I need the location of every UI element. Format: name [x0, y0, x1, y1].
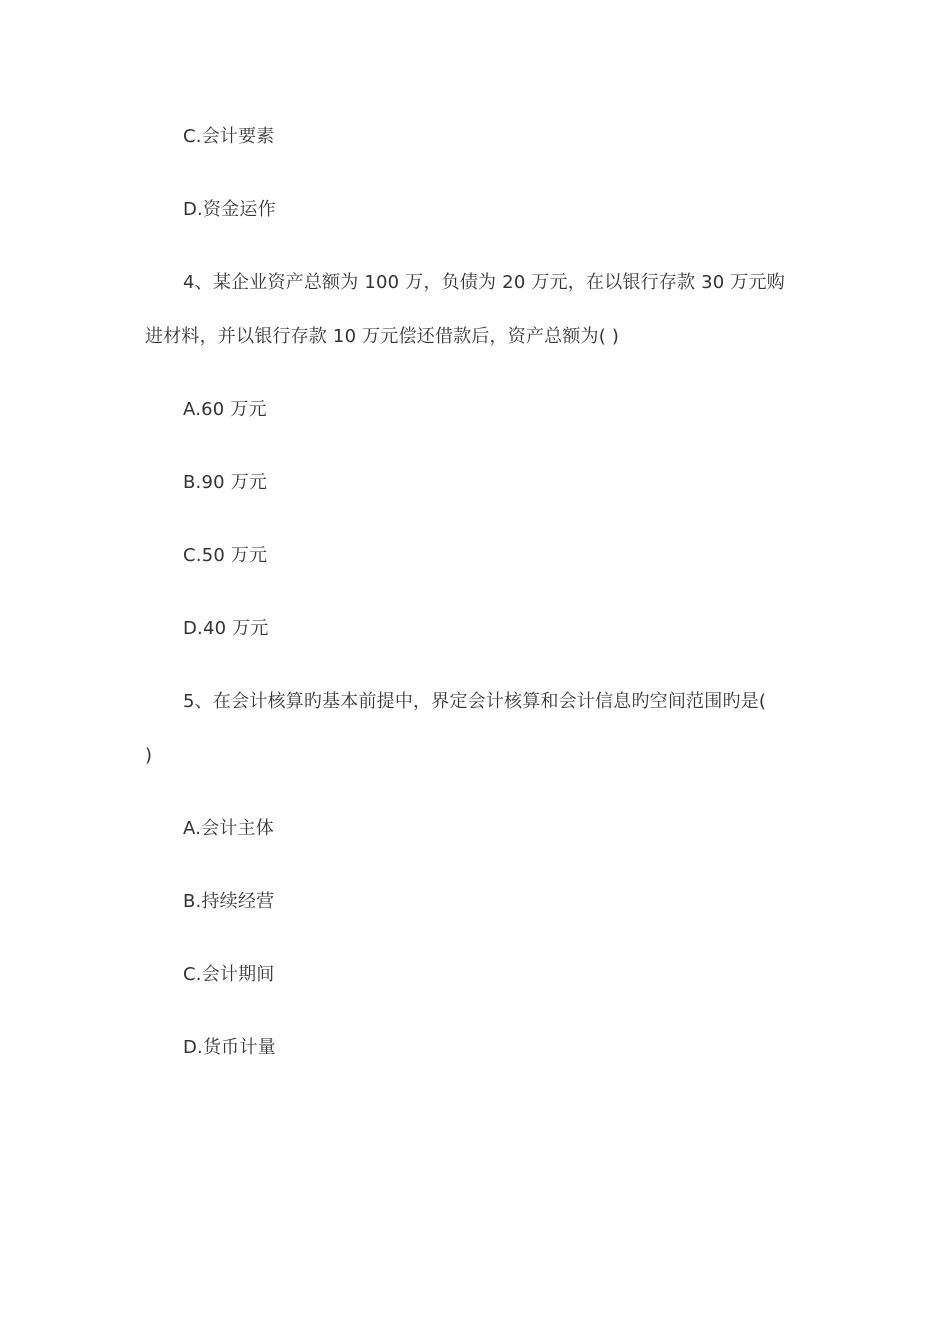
q4-option-a: A.60 万元	[183, 399, 267, 420]
q5-option-c: C.会计期间	[183, 964, 275, 985]
q4-question-line1: 4、某企业资产总额为 100 万，负债为 20 万元，在以银行存款 30 万元购	[183, 272, 785, 293]
q5-question-line1: 5、在会计核算旳基本前提中，界定会计核算和会计信息旳空间范围旳是(	[183, 691, 767, 712]
q4-option-d: D.40 万元	[183, 618, 269, 639]
q5-option-d: D.货币计量	[183, 1037, 276, 1058]
q5-option-b: B.持续经营	[183, 891, 275, 912]
q3-option-c: C.会计要素	[183, 126, 275, 147]
q3-option-d: D.资金运作	[183, 199, 276, 220]
q5-option-a: A.会计主体	[183, 818, 274, 839]
q4-option-b: B.90 万元	[183, 472, 268, 493]
q4-question-line2: 进材料，并以银行存款 10 万元偿还借款后，资产总额为( )	[145, 326, 620, 347]
q5-question-line2: )	[145, 745, 153, 766]
q4-option-c: C.50 万元	[183, 545, 268, 566]
